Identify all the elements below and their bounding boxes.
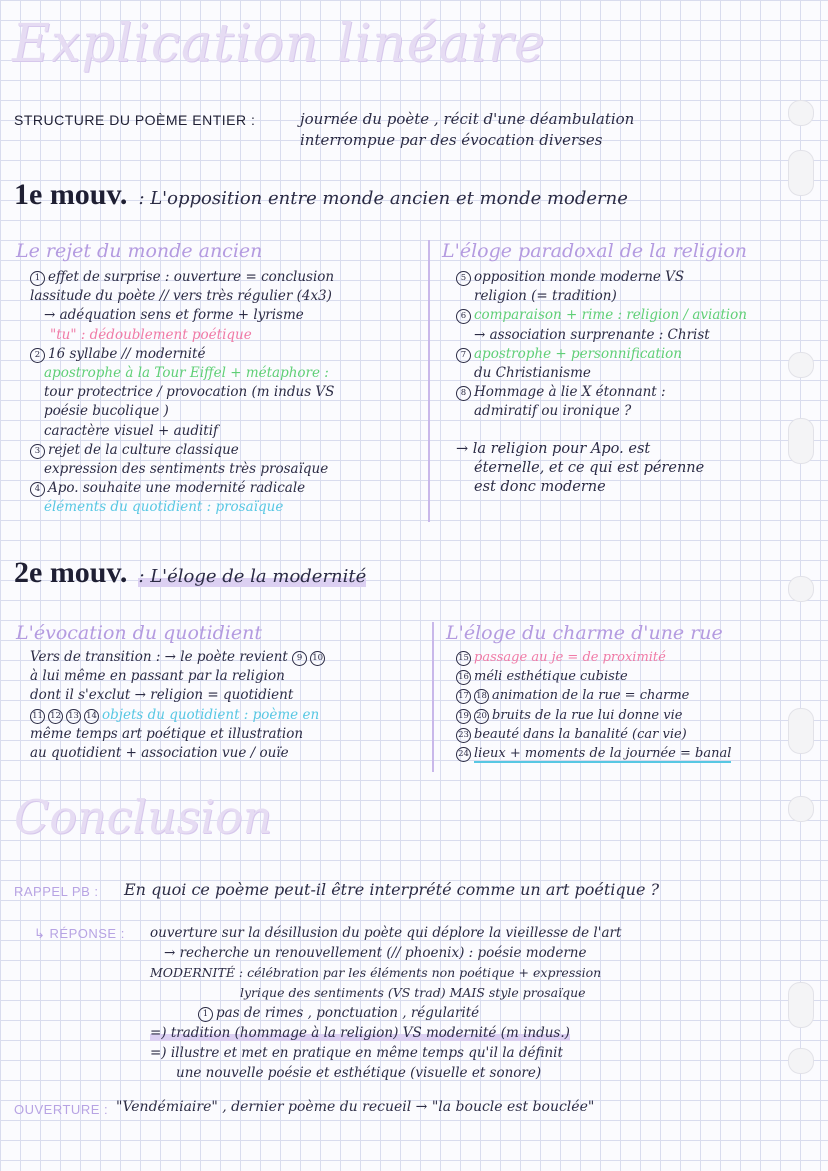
circle-number: 14 (84, 709, 99, 724)
list-item: 15 passage au je = de proximité (456, 648, 731, 667)
structure-line-1: journée du poète , récit d'une déambulation (300, 110, 635, 128)
list-item: lassitude du poète // vers très régulier (4x3) (30, 288, 332, 305)
list-item: poésie bucolique ) (44, 403, 169, 420)
circle-number: 19 (456, 709, 471, 724)
ouverture-text: "Vendémiaire" , dernier poème du recueil → "la boucle est bouclée" (116, 1099, 595, 1115)
list-item: → adéquation sens et forme + lyrisme (44, 307, 304, 324)
binder-hole (788, 796, 814, 822)
m1-right-list (456, 268, 747, 497)
list-item: =) illustre et met en pratique en même temps qu'il la définit (150, 1045, 563, 1061)
list-item: religion (= tradition) (474, 288, 617, 305)
list-item: ouverture sur la désillusion du poète qui déplore la vieillesse de l'art (150, 925, 622, 941)
rappel-label: RAPPEL PB : (14, 884, 99, 899)
list-item: → association surprenante : Christ (474, 326, 710, 343)
list-item: caractère visuel + auditif (44, 422, 219, 439)
list-item: 6 comparaison + rime : religion / aviation (456, 306, 747, 325)
m1-right-heading: L'éloge paradoxal de la religion (442, 240, 747, 262)
rappel-question: En quoi ce poème peut-il être interprété comme un art poétique ? (124, 880, 660, 899)
m2-left-list (30, 648, 328, 763)
circle-number: 24 (456, 747, 471, 762)
list-item: dont il s'exclut → religion = quotidient (30, 687, 294, 704)
circle-number: 10 (310, 651, 325, 666)
binder-hole (788, 576, 814, 602)
mouvement-1-subtitle: : L'opposition entre monde ancien et monde moderne (138, 188, 628, 209)
list-item: tour protectrice / provocation (m indus VS (44, 384, 335, 401)
list-item: Vers de transition : → le poète revient 9 10 (30, 648, 328, 667)
circle-number: 11 (30, 709, 45, 724)
list-item: 11 12 13 14 objets du quotidient : poème en (30, 706, 328, 725)
circle-number: 5 (456, 271, 471, 286)
mouvement-2-subtitle: : L'éloge de la modernité (138, 566, 367, 587)
column-divider (432, 622, 434, 772)
list-item: MODERNITÉ : célébration par les éléments non poétique + expression (150, 965, 602, 980)
circle-number: 8 (456, 386, 471, 401)
reponse-label: ↳ RÉPONSE : (34, 926, 125, 941)
column-divider (428, 240, 430, 522)
list-item: apostrophe à la Tour Eiffel + métaphore : (44, 365, 329, 382)
ouverture-label: OUVERTURE : (14, 1102, 109, 1117)
list-item: 16 méli esthétique cubiste (456, 667, 731, 686)
circle-number: 2 (30, 348, 45, 363)
circle-number: 1 (198, 1007, 213, 1022)
binder-hole (788, 708, 814, 754)
circle-number: 20 (474, 709, 489, 724)
reponse-list (150, 923, 621, 1083)
list-item: 5 opposition monde moderne VS (456, 268, 747, 287)
binder-hole (788, 982, 814, 1028)
binder-hole (788, 100, 814, 126)
list-item: une nouvelle poésie et esthétique (visuelle et sonore) (176, 1065, 542, 1081)
m2-right-list (456, 648, 731, 763)
circle-number: 4 (30, 482, 45, 497)
list-item: 1 pas de rimes , ponctuation , régularité (150, 1003, 621, 1023)
list-item: du Christianisme (474, 365, 591, 382)
circle-number: 7 (456, 348, 471, 363)
list-item: expression des sentiments très prosaïque (44, 461, 329, 478)
circle-number: 15 (456, 651, 471, 666)
binder-hole (788, 418, 814, 464)
structure-line-2: interrompue par des évocation diverses (300, 131, 603, 149)
list-item: est donc moderne (474, 479, 606, 496)
mouvement-1-title: 1e mouv. (14, 178, 128, 211)
mouvement-2-title: 2e mouv. (14, 556, 128, 589)
circle-number: 6 (456, 309, 471, 324)
circle-number: 18 (474, 689, 489, 704)
m2-left-heading: L'évocation du quotidient (16, 622, 262, 644)
list-item: "tu" : dédoublement poétique (50, 326, 252, 343)
list-item: lyrique des sentiments (VS trad) MAIS style prosaïque (240, 985, 586, 1000)
circle-number: 3 (30, 444, 45, 459)
binder-hole (788, 1048, 814, 1074)
mouvement-2-header (14, 556, 366, 590)
list-item: 19 20 bruits de la rue lui donne vie (456, 706, 731, 725)
list-item: à lui même en passant par la religion (30, 668, 285, 685)
list-item: 23 beauté dans la banalité (car vie) (456, 725, 731, 744)
circle-number: 1 (30, 271, 45, 286)
list-item: éléments du quotidient : prosaïque (44, 499, 284, 516)
list-item: au quotidient + association vue / ouïe (30, 745, 289, 762)
circle-number: 13 (66, 709, 81, 724)
m1-left-list (30, 268, 334, 518)
list-item: 24 lieux + moments de la journée = banal (456, 744, 731, 763)
list-item: 17 18 animation de la rue = charme (456, 686, 731, 705)
list-item: =) tradition (hommage à la religion) VS modernité (m indus.) (150, 1025, 570, 1041)
list-item: 7 apostrophe + personnification (456, 345, 747, 364)
list-item: → recherche un renouvellement (// phoenix) : poésie moderne (164, 945, 587, 961)
binder-hole (788, 352, 814, 378)
list-item: → la religion pour Apo. est (456, 440, 651, 457)
mouvement-1-header (14, 178, 628, 212)
page-title: Explication linéaire (12, 14, 546, 74)
list-item: éternelle, et ce qui est pérenne (474, 459, 705, 476)
list-item: admiratif ou ironique ? (474, 403, 632, 420)
m2-right-heading: L'éloge du charme d'une rue (446, 622, 723, 644)
m1-left-heading: Le rejet du monde ancien (16, 240, 263, 262)
list-item: 1 effet de surprise : ouverture = conclusion (30, 268, 334, 287)
list-item: 3 rejet de la culture classique (30, 441, 334, 460)
circle-number: 16 (456, 670, 471, 685)
circle-number: 17 (456, 689, 471, 704)
list-item: même temps art poétique et illustration (30, 725, 304, 742)
binder-hole (788, 150, 814, 196)
circle-number: 12 (48, 709, 63, 724)
structure-label: STRUCTURE DU POÈME ENTIER : (14, 112, 256, 128)
conclusion-title: Conclusion (14, 790, 273, 844)
circle-number: 9 (292, 651, 307, 666)
circle-number: 23 (456, 728, 471, 743)
list-item: 8 Hommage à lie X étonnant : (456, 383, 747, 402)
list-item: 4 Apo. souhaite une modernité radicale (30, 479, 334, 498)
list-item: 2 16 syllabe // modernité (30, 345, 334, 364)
